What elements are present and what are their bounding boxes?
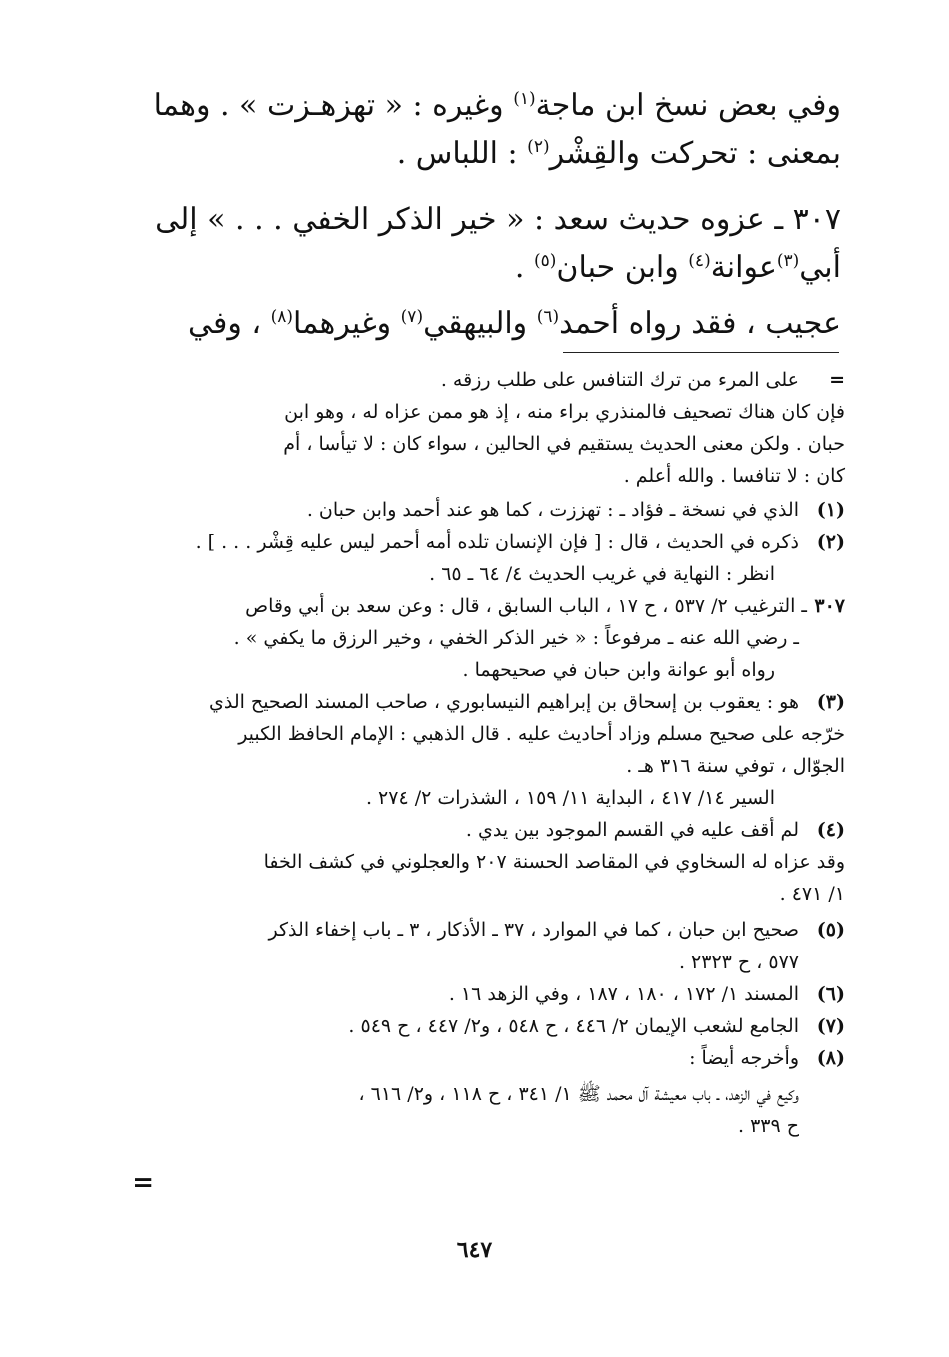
footnote-line: الجوّال ، توفي سنة ٣١٦ هـ . bbox=[626, 755, 845, 777]
footnote-5 bbox=[115, 914, 845, 978]
footnote-line: الذي في نسخة ـ فؤاد ـ : تهززت ، كما هو عند أحمد وابن حبان . bbox=[306, 499, 799, 521]
footnote-line: ٥٧٧ ، ح ٢٣٢٣ . bbox=[678, 951, 799, 973]
main-line: بمعنى : تحركت والقِشْر$^{(٢)}$ : اللباس . bbox=[396, 136, 841, 171]
footnote-line: المسند ١/ ١٧٢ ، ١٨٠ ، ١٨٧ ، وفي الزهد ١٦ . bbox=[448, 983, 799, 1005]
footnote-ref[interactable]: (٧) bbox=[400, 307, 424, 327]
footnote-line: حبان . ولكن معنى الحديث يستقيم في الحالين ، سواء كان : لا تيأسا ، أم bbox=[283, 433, 845, 455]
footnote-line: السير ١٤/ ٤١٧ ، البداية ١١/ ١٥٩ ، الشذرات ٢/ ٢٧٤ . bbox=[365, 787, 775, 809]
footnote-line: وقد عزاه له السخاوي في المقاصد الحسنة ٢٠٧ والعجلوني في كشف الخفا bbox=[263, 851, 845, 873]
continues-mark: = bbox=[132, 1168, 154, 1198]
footnote-continuation bbox=[115, 364, 845, 396]
footnote-ref[interactable]: (١) bbox=[513, 89, 536, 109]
footnote-7 bbox=[115, 1010, 845, 1042]
main-line: وفي بعض نسخ ابن ماجة$^{(١)}$ وغيره : « تهزهـزت » . وهما bbox=[153, 88, 841, 123]
main-line: ٣٠٧ ـ عزوه حديث سعد : « خير الذكر الخفي . . . » إلى bbox=[155, 202, 841, 237]
main-line: عجيب ، فقد رواه أحمد$^{(٦)}$ والبيهقي$^{(٧)}$ وغيرهما$^{(٨)}$ ، وفي bbox=[188, 306, 841, 341]
footnote-6 bbox=[115, 978, 845, 1010]
main-line: أبي$^{(٣)}$عوانة$^{(٤)}$ وابن حبان$^{(٥)}$ . bbox=[514, 250, 841, 285]
footnote-8 bbox=[115, 1042, 845, 1074]
footnote-line: ـ رضي الله عنه ـ مرفوعاً : « خير الذكر الخفي ، وخير الرزق ما يكفي » . bbox=[233, 627, 799, 649]
footnote-line: كان : لا تنافسا . والله أعلم . bbox=[623, 465, 845, 487]
footnote-307-cont bbox=[115, 622, 845, 686]
footnote-ref[interactable]: (٤) bbox=[688, 251, 711, 271]
footnote-line: لم أقف عليه في القسم الموجود بين يدي . bbox=[465, 819, 799, 841]
main-paragraph-3 bbox=[141, 300, 841, 348]
footnote-8-cont bbox=[115, 1078, 845, 1142]
footnote-line: ١/ ٤٧١ . bbox=[779, 883, 845, 905]
footnote-number: (٣) bbox=[816, 691, 845, 713]
footnote-number: (٥) bbox=[816, 919, 845, 941]
footnote-line: ذكره في الحديث ، قال : [ فإن الإنسان تلده أمه أحمر ليس عليه قِشْر . . . ] . bbox=[195, 531, 799, 553]
footnote-1 bbox=[115, 494, 845, 526]
footnote-line: على المرء من ترك التنافس على طلب رزقه . bbox=[440, 369, 799, 391]
footnote-line: انظر : النهاية في غريب الحديث ٤/ ٦٤ ـ ٦٥ . bbox=[429, 563, 775, 585]
footnote-2 bbox=[115, 526, 845, 590]
footnote-307 bbox=[115, 590, 845, 622]
footnote-number: (٤) bbox=[816, 819, 845, 841]
footnote-ref[interactable]: (٨) bbox=[270, 307, 294, 327]
footnote-number: (٢) bbox=[816, 531, 845, 553]
footnote-separator bbox=[563, 352, 839, 353]
footnote-line: رواه أبو عوانة وابن حبان في صحيحهما . bbox=[462, 659, 775, 681]
footnote-number: (١) bbox=[816, 499, 845, 521]
footnote-number: (٨) bbox=[816, 1047, 845, 1069]
footnote-line: وأخرجه أيضاً : bbox=[689, 1047, 799, 1069]
continuation-mark: = bbox=[829, 369, 845, 391]
main-paragraph-1 bbox=[141, 82, 841, 178]
main-paragraph-2 bbox=[141, 196, 841, 292]
footnote-line: صحيح ابن حبان ، كما في الموارد ، ٣٧ ـ الأذكار ، ٣ ـ باب إخفاء الذكر bbox=[268, 919, 799, 941]
footnote-line: ح ٣٣٩ . bbox=[737, 1115, 799, 1137]
footnote-ref[interactable]: (٣) bbox=[776, 251, 800, 271]
footnote-line: فإن كان هناك تصحيف فالمنذري براء منه ، إذ هو ممن عزاه له ، وهو ابن bbox=[284, 401, 845, 423]
footnote-number: (٧) bbox=[816, 1015, 845, 1037]
footnote-line: ـ الترغيب ٢/ ٥٣٧ ، ح ١٧ ، الباب السابق ، قال : وعن سعد بن أبي وقاص bbox=[245, 595, 807, 617]
page-number: ٦٤٧ bbox=[456, 1237, 493, 1263]
footnote-3-cont bbox=[115, 782, 845, 814]
footnote-line: الجامع لشعب الإيمان ٢/ ٤٤٦ ، ح ٥٤٨ ، و٢/ ٤٤٧ ، ح ٥٤٩ . bbox=[348, 1015, 799, 1037]
footnote-ref[interactable]: (٦) bbox=[536, 307, 560, 327]
footnote-ref[interactable]: (٢) bbox=[527, 137, 550, 157]
footnote-4 bbox=[115, 814, 845, 846]
footnote-3 bbox=[115, 686, 845, 718]
footnote-number: ٣٠٧ bbox=[814, 595, 845, 617]
footnote-ref[interactable]: (٥) bbox=[534, 251, 557, 271]
footnote-line: هو : يعقوب بن إسحاق بن إبراهيم النيسابوري ، صاحب المسند الصحيح الذي bbox=[208, 691, 799, 713]
footnote-line: وكيع في الزهد، ـ باب معيشة آل محمد ﷺ ١/ ٣٤١ ، ح ١١٨ ، و٢/ ٦١٦ ، bbox=[358, 1083, 799, 1105]
footnote-number: (٦) bbox=[816, 983, 845, 1005]
footnotes bbox=[115, 364, 845, 1142]
footnote-line: خرّجه على صحيح مسلم وزاد أحاديث عليه . قال الذهبي : الإمام الحافظ الكبير bbox=[238, 723, 845, 745]
